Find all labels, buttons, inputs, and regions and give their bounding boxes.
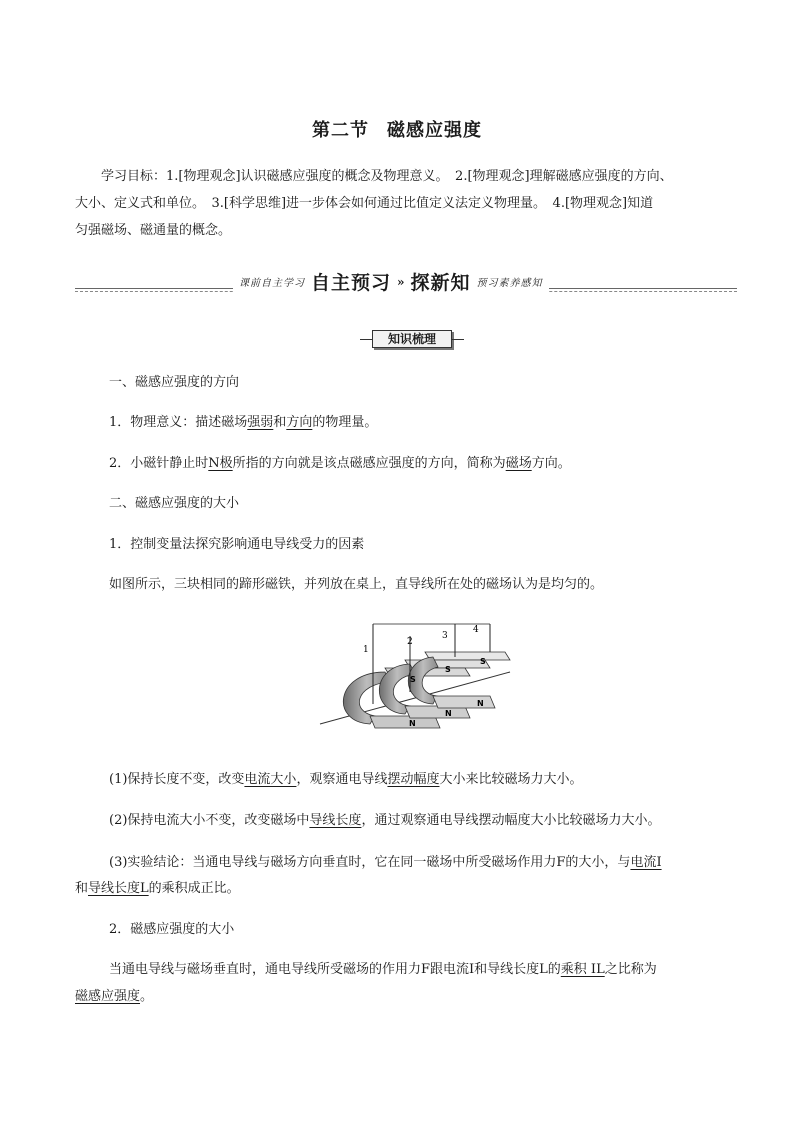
objectives-line-3: 匀强磁场、磁通量的概念。 <box>75 223 232 238</box>
text: (3)实验结论：当通电导线与磁场方向垂直时，它在同一磁场中所受磁场作用力F的大小，与 <box>109 855 631 870</box>
key-term: 电流I <box>630 855 662 870</box>
key-term: 磁感应强度 <box>75 989 141 1004</box>
text: (2)保持电流大小不变，改变磁场中 <box>109 813 310 828</box>
text: 2．小磁针静止时 <box>109 456 209 471</box>
paragraph-physical-meaning <box>109 409 377 436</box>
key-term: 强弱 <box>247 415 274 430</box>
horseshoe-magnet-illustration <box>315 612 515 752</box>
heading-direction: 一、磁感应强度的方向 <box>109 375 240 390</box>
key-term: N极 <box>208 456 233 471</box>
text: (1)保持长度不变，改变 <box>109 772 245 787</box>
section-tag-label: 知识梳理 <box>372 330 452 348</box>
text: 当通电导线与磁场垂直时，通电导线所受磁场的作用力F跟电流I和导线长度L的 <box>109 962 561 977</box>
key-term: 电流大小 <box>244 772 297 787</box>
heading-magnitude: 二、磁感应强度的大小 <box>109 496 240 511</box>
key-term: 导线长度L <box>88 881 149 896</box>
text: ，通过观察通电导线摆动幅度大小比较磁场力大小。 <box>361 813 661 828</box>
paragraph-step-1 <box>109 766 582 793</box>
banner-main-2: 探新知 <box>410 272 471 294</box>
paragraph-control-variable: 1．控制变量法探究影响通电导线受力的因素 <box>109 537 365 552</box>
objectives-line-1: 学习目标：1.[物理观念]认识磁感应强度的概念及物理意义。 2.[物理观念]理解磁感应强度的方向、 <box>101 169 673 184</box>
text: 所指的方向就是该点磁感应强度的方向，简称为 <box>232 456 506 471</box>
section-banner <box>75 266 737 296</box>
figure-label-1: 1 <box>363 645 369 655</box>
pole-n-label: N <box>409 719 416 728</box>
banner-main-1: 自主预习 <box>311 272 392 294</box>
banner-right-caption: 预习素养感知 <box>476 278 543 289</box>
text: 大小来比较磁场力大小。 <box>439 772 583 787</box>
key-term: 方向 <box>286 415 313 430</box>
pole-s-label: S <box>445 665 451 674</box>
paragraph-conclusion <box>109 849 662 876</box>
objectives-line-2: 大小、定义式和单位。 3.[科学思维]进一步体会如何通过比值定义法定义物理量。 4.[物理观念]知道 <box>75 196 654 211</box>
figure-label-2: 2 <box>407 637 413 647</box>
figure-label-4: 4 <box>473 625 479 635</box>
key-term: 乘积 IL <box>560 962 605 977</box>
text: 和 <box>75 881 89 896</box>
text: 。 <box>140 989 154 1004</box>
pole-n-label: N <box>445 709 452 718</box>
pole-n-label: N <box>477 699 484 708</box>
text: 的物理量。 <box>312 415 378 430</box>
paragraph-figure-intro: 如图所示，三块相同的蹄形磁铁，并列放在桌上，直导线所在处的磁场认为是均匀的。 <box>109 577 604 592</box>
section-tag <box>360 330 464 348</box>
text: 1．物理意义：描述磁场 <box>109 415 248 430</box>
paragraph-step-2 <box>109 807 660 834</box>
text: 方向。 <box>531 456 571 471</box>
key-term: 导线长度 <box>309 813 362 828</box>
paragraph-needle-direction <box>109 450 571 477</box>
paragraph-definition-cont <box>75 983 153 1010</box>
banner-left-caption: 课前自主学习 <box>239 278 305 289</box>
page-title <box>0 116 794 142</box>
paragraph-definition <box>109 956 657 983</box>
text: 之比称为 <box>604 962 657 977</box>
text: 的乘积成正比。 <box>148 881 240 896</box>
key-term: 磁场 <box>505 456 532 471</box>
text: ，观察通电导线 <box>296 772 388 787</box>
section-number: 第二节 <box>312 120 369 141</box>
double-chevron-icon: » <box>397 274 405 289</box>
pole-s-label: S <box>410 675 416 684</box>
pole-s-label: S <box>480 657 486 666</box>
paragraph-conclusion-cont <box>75 875 240 902</box>
heading-magnitude-definition: 2．磁感应强度的大小 <box>109 922 235 937</box>
text: 和 <box>273 415 287 430</box>
figure-label-3: 3 <box>442 631 448 641</box>
section-title: 磁感应强度 <box>387 120 482 141</box>
magnet-figure <box>315 612 515 752</box>
learning-objectives <box>75 163 725 244</box>
key-term: 摆动幅度 <box>387 772 440 787</box>
